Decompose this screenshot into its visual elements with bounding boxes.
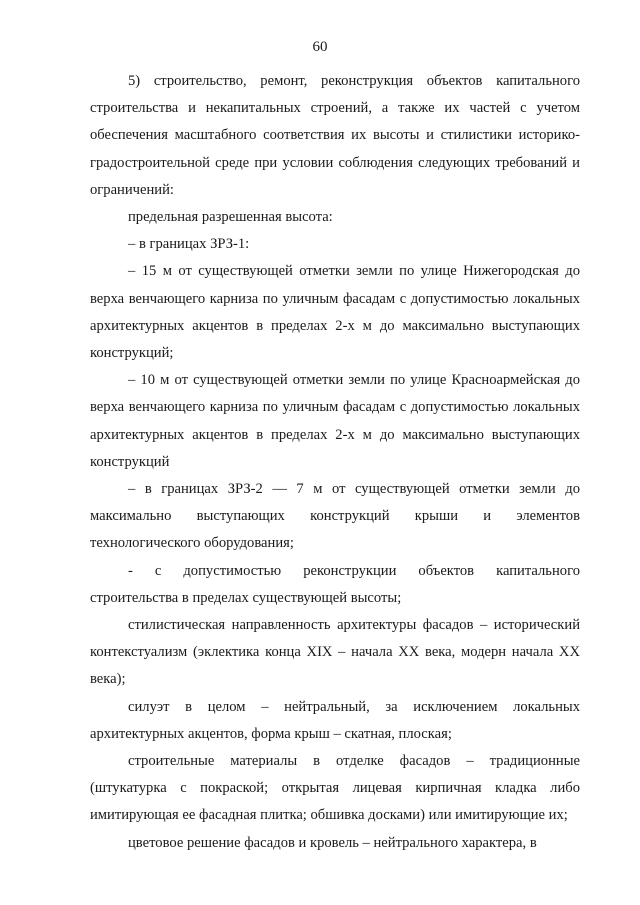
paragraph-max-height: предельная разрешенная высота: <box>128 209 333 226</box>
paragraph-zrz1-krasnoarmeyskaya: – 10 м от существующей отметки земли по улице Красноармейская до верха венчающего карниза по уличным фасадам с допустимостью локальных архитектурных акцентов в пределах 2-х м до максимально выступающих конструкций <box>90 372 580 470</box>
paragraph-zrz2: – в границах ЗРЗ-2 — 7 м от существующей отметки земли до максимально выступающих конструкций крыши и элементов технологического оборудования; <box>90 481 580 552</box>
paragraph-zrz1-nizhegorodskaya: – 15 м от существующей отметки земли по улице Нижегородская до верха венчающего карниза по уличным фасадам с допустимостью локальных архитектурных акцентов в пределах 2-х м до максимально выступающих конструкций; <box>90 263 580 362</box>
paragraph-construction-item-5: 5) строительство, ремонт, реконструкция объектов капитального строительства и некапитальных строений, а также их частей с учетом обеспечения масштабного соответствия их высоты и стилистики историко-градостроительной среде при условии соблюдения следующих требований и ограничений: <box>90 73 580 198</box>
paragraph-reconstruction: - с допустимостью реконструкции объектов капитального строительства в пределах существующей высоты; <box>90 562 580 606</box>
paragraph-zrz1-heading: – в границах ЗРЗ-1: <box>128 236 250 253</box>
document-body <box>90 68 580 857</box>
paragraph-style-direction: стилистическая направленность архитектуры фасадов – исторический контекстуализм (эклектика конца XIX – начала XX века, модерн начала XX века); <box>90 617 580 688</box>
paragraph-silhouette: силуэт в целом – нейтральный, за исключением локальных архитектурных акцентов, форма крыш – скатная, плоская; <box>90 698 580 742</box>
paragraph-materials: строительные материалы в отделке фасадов – традиционные (штукатурка с покраской; открытая лицевая кирпичная кладка либо имитирующая ее фасадная плитка; обшивка досками) или имитирующие их; <box>90 753 580 824</box>
page-number: 60 <box>312 39 328 55</box>
paragraph-color-scheme: цветовое решение фасадов и кровель – нейтрального характера, в <box>128 834 537 851</box>
